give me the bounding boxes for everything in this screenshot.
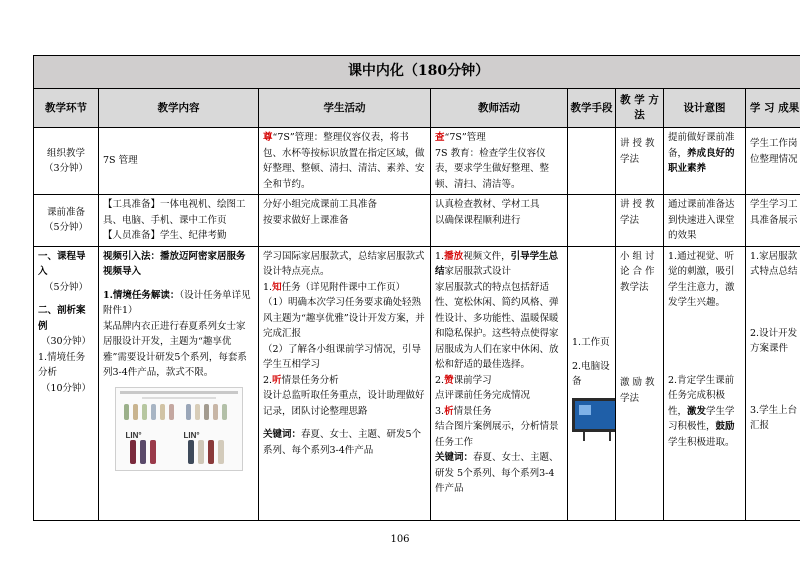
- stage-cell: 组织教学 （3分钟）: [34, 128, 99, 195]
- teacher-cell: 1.播放视频文件，引导学生总结家居服款式设计 家居服款式的特点包括舒适性、宽松休闲、简约风格、弹性设计、多功能性、温暖保暖和隐私保护。这些特点使得家居服成为人们在家中休闲、放松和舒适的最佳选择。 2.赞课前学习 点评课前任务完成情况 3.析情景任务 结合图片案例展示，分析情景任务工作 关键词：春夏、女士、主题、研发 5个系列、每个系列3-4件产品: [431, 246, 568, 521]
- stage-cell: 一、课程导入 （5分钟） 二、剖析案例 （30分钟） 1.情境任务分析 （10分钟）: [34, 246, 99, 521]
- tools-cell: [568, 195, 616, 247]
- page-number: 106: [390, 534, 410, 545]
- result-cell: 学生工作岗位整理情况: [746, 128, 800, 195]
- table-row: [34, 128, 800, 195]
- content-cell: 7S 管理: [99, 128, 259, 195]
- smart-tv-icon: [572, 398, 616, 432]
- header-intent: 设计意图: [664, 89, 746, 128]
- tools-cell: 1.工作页 2.电脑设备: [568, 246, 616, 521]
- stage-cell: 课前准备 （5分钟）: [34, 195, 99, 247]
- design-task-thumbnail: LIN° LIN°: [115, 387, 243, 471]
- teacher-cell: 认真检查教材、学材工具 以确保课程顺利进行: [431, 195, 568, 247]
- tools-cell: [568, 128, 616, 195]
- method-cell: 讲 授 教学法: [616, 195, 664, 247]
- intent-cell: 通过课前准备达到快速进入课堂的效果: [664, 195, 746, 247]
- header-tools: 教学手段: [568, 89, 616, 128]
- header-result: 学 习 成果: [746, 89, 800, 128]
- teacher-cell: 查“7S”管理 7S 教育：检查学生仪容仪表，要求学生做好整理、整顿、清扫、清洁等。: [431, 128, 568, 195]
- method-cell: 小 组 讨论 合 作 教学法 激 励 教学法: [616, 246, 664, 521]
- student-cell: 尊“7S”管理：整理仪容仪表，将书包、水杯等按标识放置在指定区域，做好整理、整顿、清扫、清洁、素养、安全和节约。: [259, 128, 431, 195]
- lesson-plan-table: [33, 55, 800, 521]
- result-cell: 学生学习工具准备展示: [746, 195, 800, 247]
- intent-cell: 提前做好课前准备，养成良好的职业素养: [664, 128, 746, 195]
- method-cell: 讲 授 教学法: [616, 128, 664, 195]
- header-student: 学生活动: [259, 89, 431, 128]
- intent-cell: 1.通过视觉、听觉的刺激，吸引学生注意力，激发学生兴趣。 2.肯定学生课前任务完成积极性，激发学生学习积极性，鼓励学生积极进取。: [664, 246, 746, 521]
- student-cell: 学习国际家居服款式，总结家居服款式设计特点亮点。 1.知任务（详见附件课中工作页） （1）明确本次学习任务要求确处轻熟风主题为“趣享优雅”设计开发方案，并完成汇报 （2）了解各小组课前学习情况，引导学生互相学习 2.听情景任务分析 设计总监听取任务重点，设计助理做好记录，团队讨论整理思路 关键词：春夏、女士、主题、研发5个系列、每个系列3-4件产品: [259, 246, 431, 521]
- student-cell: 分好小组完成课前工具准备 按要求做好上课准备: [259, 195, 431, 247]
- content-cell: 视频引入法：播放迈阿密家居服务视频导入 1.情境任务解读：（设计任务单详见附件1） 某品牌内衣正进行春夏系列女士家居服设计开发，主题为“趣享优雅”需要设计研发5个系列，每套系列3-4件产品，款式不限。 LIN° LIN°: [99, 246, 259, 521]
- header-stage: 教学环节: [34, 89, 99, 128]
- header-content: 教学内容: [99, 89, 259, 128]
- table-row: [34, 246, 800, 521]
- header-method: 教 学 方法: [616, 89, 664, 128]
- result-cell: 1.家居服款式特点总结 2.设计开发方案课件 3.学生上台汇报: [746, 246, 800, 521]
- table-row: [34, 195, 800, 247]
- header-teacher: 教师活动: [431, 89, 568, 128]
- section-banner: 课中内化（180分钟）: [34, 56, 800, 89]
- content-cell: 【工具准备】一体电视机、绘图工具、电脑、手机、课中工作页 【人员准备】学生、纪律考勤: [99, 195, 259, 247]
